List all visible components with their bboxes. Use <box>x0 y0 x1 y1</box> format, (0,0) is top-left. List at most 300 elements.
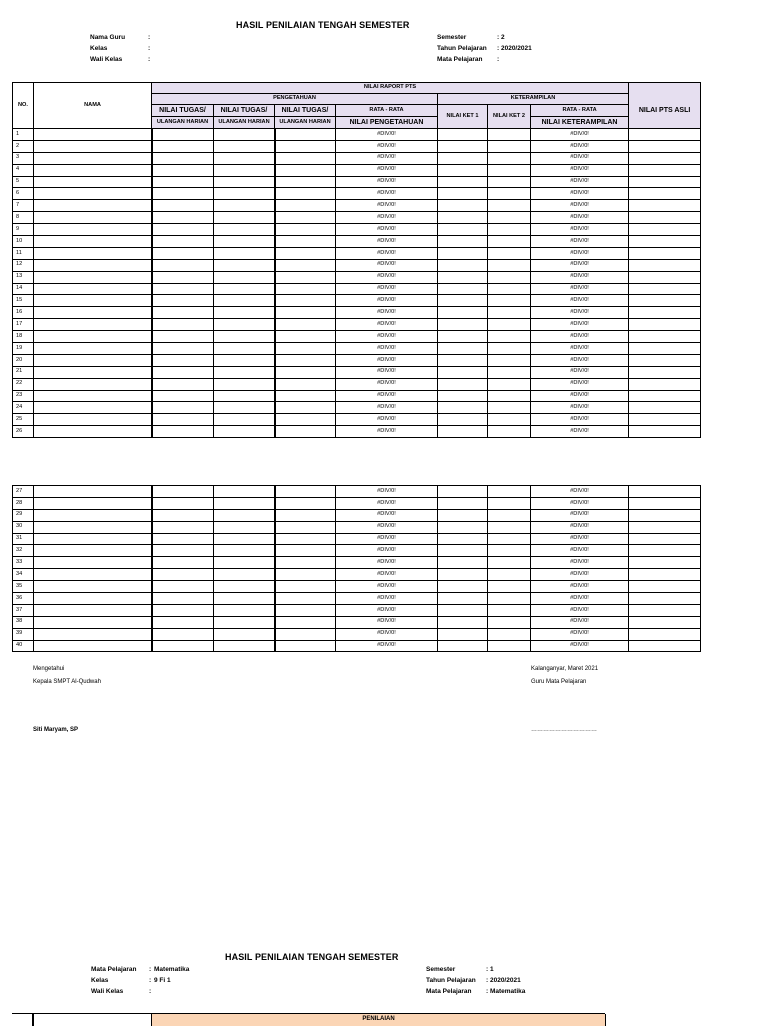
grade-cell <box>629 402 701 414</box>
row-number: 12 <box>13 259 34 271</box>
rata-keterampilan-cell: #DIV/0! <box>531 200 629 212</box>
grade-cell <box>438 259 488 271</box>
info-row <box>90 34 290 45</box>
grade-cell <box>629 176 701 188</box>
grade-cell <box>214 569 275 581</box>
row-number: 33 <box>13 557 34 569</box>
nilai-pengetahuan-header: NILAI PENGETAHUAN <box>336 117 438 129</box>
rata-keterampilan-cell: #DIV/0! <box>531 533 629 545</box>
grade-cell <box>275 414 336 426</box>
table-row <box>13 236 701 248</box>
grade-cell <box>214 152 275 164</box>
grade-cell <box>214 331 275 343</box>
page2-left-info <box>91 966 291 999</box>
grade-cell <box>488 414 531 426</box>
grade-cell <box>214 247 275 259</box>
row-number: 2 <box>13 140 34 152</box>
info-row <box>426 966 626 977</box>
grade-cell <box>152 509 214 521</box>
rata-pengetahuan-cell: #DIV/0! <box>336 486 438 498</box>
table-row <box>13 378 701 390</box>
rata-keterampilan-cell: #DIV/0! <box>531 545 629 557</box>
grade-cell <box>214 164 275 176</box>
grade-cell <box>214 509 275 521</box>
grade-cell <box>438 640 488 652</box>
nama-cell <box>34 295 152 307</box>
row-number: 34 <box>13 569 34 581</box>
rata-keterampilan-cell: #DIV/0! <box>531 354 629 366</box>
nama-cell <box>34 533 152 545</box>
grade-cell <box>152 545 214 557</box>
row-number: 8 <box>13 212 34 224</box>
rata-keterampilan-cell: #DIV/0! <box>531 307 629 319</box>
rata-pengetahuan-cell: #DIV/0! <box>336 604 438 616</box>
grade-cell <box>152 164 214 176</box>
pengetahuan-header: PENGETAHUAN <box>152 94 438 105</box>
row-number: 25 <box>13 414 34 426</box>
grade-cell <box>214 319 275 331</box>
grade-cell <box>275 569 336 581</box>
table-row <box>13 402 701 414</box>
grade-cell <box>488 640 531 652</box>
grade-cell <box>275 581 336 593</box>
info-label: Tahun Pelajaran <box>426 977 476 984</box>
rata-keterampilan-cell: #DIV/0! <box>531 557 629 569</box>
grade-cell <box>438 426 488 438</box>
grade-cell <box>629 307 701 319</box>
info-separator: : 1 <box>486 966 494 973</box>
grade-cell <box>488 402 531 414</box>
grade-cell <box>438 521 488 533</box>
grade-cell <box>438 129 488 141</box>
grade-cell <box>488 224 531 236</box>
grade-cell <box>438 581 488 593</box>
grade-cell <box>275 521 336 533</box>
rata-pengetahuan-cell: #DIV/0! <box>336 390 438 402</box>
grade-cell <box>488 331 531 343</box>
grade-cell <box>488 593 531 605</box>
rata-keterampilan-cell: #DIV/0! <box>531 259 629 271</box>
grade-cell <box>152 319 214 331</box>
grade-cell <box>438 366 488 378</box>
grade-cell <box>214 129 275 141</box>
grade-cell <box>275 164 336 176</box>
nama-cell <box>34 331 152 343</box>
nama-cell <box>34 593 152 605</box>
grade-cell <box>438 283 488 295</box>
grade-cell <box>488 271 531 283</box>
rata-keterampilan-cell: #DIV/0! <box>531 604 629 616</box>
grade-cell <box>152 628 214 640</box>
rata-pengetahuan-cell: #DIV/0! <box>336 295 438 307</box>
table-row <box>13 343 701 355</box>
row-number: 26 <box>13 426 34 438</box>
grade-cell <box>275 509 336 521</box>
table-row <box>13 545 701 557</box>
nama-cell <box>34 140 152 152</box>
grade-cell <box>438 390 488 402</box>
rata-keterampilan-cell: #DIV/0! <box>531 497 629 509</box>
rata-keterampilan-cell: #DIV/0! <box>531 593 629 605</box>
grade-cell <box>214 426 275 438</box>
grade-cell <box>629 366 701 378</box>
grade-cell <box>275 188 336 200</box>
grade-cell <box>629 486 701 498</box>
grade-cell <box>275 486 336 498</box>
rata-pengetahuan-cell: #DIV/0! <box>336 378 438 390</box>
grade-cell <box>488 604 531 616</box>
grade-cell <box>629 164 701 176</box>
grade-cell <box>629 354 701 366</box>
info-label: Mata Pelajaran <box>426 988 472 995</box>
rata-keterampilan-cell: #DIV/0! <box>531 129 629 141</box>
grade-cell <box>629 616 701 628</box>
grade-cell <box>488 486 531 498</box>
grade-cell <box>438 354 488 366</box>
rata-pengetahuan-cell: #DIV/0! <box>336 557 438 569</box>
info-separator: : <box>497 56 500 63</box>
grade-cell <box>488 319 531 331</box>
grade-cell <box>152 224 214 236</box>
grade-cell <box>214 354 275 366</box>
grade-cell <box>438 569 488 581</box>
row-number: 1 <box>13 129 34 141</box>
info-separator: : <box>148 56 151 63</box>
rata-rata-pengetahuan-header: RATA - RATA <box>336 105 438 117</box>
grade-cell <box>488 188 531 200</box>
grade-cell <box>214 521 275 533</box>
grade-cell <box>275 640 336 652</box>
penilaian-header: PENILAIAN <box>151 1014 606 1026</box>
nama-cell <box>34 414 152 426</box>
grade-cell <box>488 176 531 188</box>
grade-cell <box>152 271 214 283</box>
rata-keterampilan-cell: #DIV/0! <box>531 378 629 390</box>
grade-cell <box>488 581 531 593</box>
rata-pengetahuan-cell: #DIV/0! <box>336 628 438 640</box>
info-value: 9 Fi 1 <box>154 977 171 984</box>
grade-cell <box>488 307 531 319</box>
grade-cell <box>629 521 701 533</box>
grade-cell <box>629 343 701 355</box>
row-number: 37 <box>13 604 34 616</box>
grade-cell <box>438 224 488 236</box>
grade-cell <box>152 581 214 593</box>
grade-cell <box>438 319 488 331</box>
nilai-raport-header: NILAI RAPORT PTS <box>152 83 629 94</box>
row-number: 32 <box>13 545 34 557</box>
grade-cell <box>152 259 214 271</box>
table-row <box>13 188 701 200</box>
nama-cell <box>34 497 152 509</box>
grade-cell <box>152 497 214 509</box>
rata-keterampilan-cell: #DIV/0! <box>531 640 629 652</box>
grade-cell <box>488 390 531 402</box>
grade-cell <box>275 140 336 152</box>
row-number: 21 <box>13 366 34 378</box>
rata-pengetahuan-cell: #DIV/0! <box>336 640 438 652</box>
info-label: Wali Kelas <box>91 988 124 995</box>
grade-cell <box>275 307 336 319</box>
grade-cell <box>629 283 701 295</box>
grade-cell <box>214 640 275 652</box>
rata-keterampilan-cell: #DIV/0! <box>531 271 629 283</box>
nama-cell <box>34 176 152 188</box>
keterampilan-header: KETERAMPILAN <box>438 94 629 105</box>
info-row <box>90 56 290 67</box>
grade-cell <box>214 545 275 557</box>
rata-pengetahuan-cell: #DIV/0! <box>336 402 438 414</box>
grade-cell <box>438 307 488 319</box>
grade-cell <box>214 224 275 236</box>
grade-cell <box>214 295 275 307</box>
rata-pengetahuan-cell: #DIV/0! <box>336 188 438 200</box>
rata-pengetahuan-cell: #DIV/0! <box>336 509 438 521</box>
rata-pengetahuan-cell: #DIV/0! <box>336 343 438 355</box>
nama-cell <box>34 557 152 569</box>
row-number: 22 <box>13 378 34 390</box>
grade-cell <box>438 545 488 557</box>
grade-cell <box>488 628 531 640</box>
rata-pengetahuan-cell: #DIV/0! <box>336 259 438 271</box>
grade-cell <box>629 331 701 343</box>
grade-cell <box>275 628 336 640</box>
grade-cell <box>629 259 701 271</box>
grade-cell <box>152 569 214 581</box>
guru-signature-line: …………………………… <box>531 727 597 733</box>
table-row <box>13 390 701 402</box>
nama-cell <box>34 224 152 236</box>
grade-cell <box>275 224 336 236</box>
info-row <box>426 977 626 988</box>
info-label: Kelas <box>90 45 108 52</box>
grade-cell <box>152 247 214 259</box>
row-number: 7 <box>13 200 34 212</box>
row-number: 9 <box>13 224 34 236</box>
grade-cell <box>214 486 275 498</box>
table-row <box>13 129 701 141</box>
nama-cell <box>34 569 152 581</box>
table-row <box>13 604 701 616</box>
rata-pengetahuan-cell: #DIV/0! <box>336 593 438 605</box>
nama-cell <box>34 307 152 319</box>
rata-keterampilan-cell: #DIV/0! <box>531 521 629 533</box>
grade-cell <box>214 283 275 295</box>
rata-keterampilan-cell: #DIV/0! <box>531 236 629 248</box>
info-separator: : 2 <box>497 34 505 41</box>
grade-cell <box>214 581 275 593</box>
page2-title: HASIL PENILAIAN TENGAH SEMESTER <box>225 952 399 962</box>
rata-pengetahuan-cell: #DIV/0! <box>336 616 438 628</box>
table-row <box>13 640 701 652</box>
table-row <box>13 616 701 628</box>
info-value: Matematika <box>154 966 190 973</box>
rata-pengetahuan-cell: #DIV/0! <box>336 581 438 593</box>
row-number: 24 <box>13 402 34 414</box>
grade-cell <box>152 152 214 164</box>
grade-cell <box>275 426 336 438</box>
row-number: 18 <box>13 331 34 343</box>
grade-cell <box>214 533 275 545</box>
grade-cell <box>488 521 531 533</box>
grade-cell <box>488 247 531 259</box>
row-number: 19 <box>13 343 34 355</box>
grade-cell <box>152 366 214 378</box>
table-row <box>13 581 701 593</box>
nama-cell <box>34 188 152 200</box>
row-number: 29 <box>13 509 34 521</box>
rata-keterampilan-cell: #DIV/0! <box>531 486 629 498</box>
col-no-header: NO. <box>13 83 34 129</box>
grade-cell <box>488 354 531 366</box>
grade-cell <box>488 545 531 557</box>
row-number: 5 <box>13 176 34 188</box>
rata-pengetahuan-cell: #DIV/0! <box>336 212 438 224</box>
table-row <box>13 533 701 545</box>
table-row <box>13 307 701 319</box>
page2-table-top <box>12 1013 605 1026</box>
grade-cell <box>275 319 336 331</box>
info-row <box>437 45 637 56</box>
kepala-sekolah-name: Siti Maryam, SP <box>33 727 79 733</box>
nama-cell <box>34 212 152 224</box>
table-row <box>13 557 701 569</box>
grade-cell <box>629 497 701 509</box>
rata-keterampilan-cell: #DIV/0! <box>531 581 629 593</box>
nama-cell <box>34 247 152 259</box>
grade-cell <box>152 200 214 212</box>
row-number: 20 <box>13 354 34 366</box>
info-label: Semester <box>426 966 456 973</box>
grade-cell <box>214 402 275 414</box>
rata-pengetahuan-cell: #DIV/0! <box>336 236 438 248</box>
grade-cell <box>629 640 701 652</box>
info-label: Mata Pelajaran <box>437 56 483 63</box>
grade-cell <box>275 557 336 569</box>
rata-pengetahuan-cell: #DIV/0! <box>336 414 438 426</box>
rata-keterampilan-cell: #DIV/0! <box>531 402 629 414</box>
nama-cell <box>34 402 152 414</box>
grade-cell <box>152 140 214 152</box>
nilai-keterampilan-header: NILAI KETERAMPILAN <box>531 117 629 129</box>
grade-cell <box>438 295 488 307</box>
table-row <box>13 200 701 212</box>
grade-cell <box>214 212 275 224</box>
grade-cell <box>438 593 488 605</box>
nama-cell <box>34 509 152 521</box>
kepala-sekolah-label: Kepala SMPT Al-Qudwah <box>33 679 101 685</box>
rata-keterampilan-cell: #DIV/0! <box>531 414 629 426</box>
right-info <box>437 34 637 67</box>
grade-cell <box>275 152 336 164</box>
grade-cell <box>214 628 275 640</box>
table-row <box>13 331 701 343</box>
grade-cell <box>438 557 488 569</box>
grade-cell <box>152 616 214 628</box>
rata-keterampilan-cell: #DIV/0! <box>531 283 629 295</box>
grade-cell <box>629 581 701 593</box>
rata-pengetahuan-cell: #DIV/0! <box>336 545 438 557</box>
nama-cell <box>34 426 152 438</box>
page-title: HASIL PENILAIAN TENGAH SEMESTER <box>236 20 410 30</box>
grade-cell <box>629 236 701 248</box>
table-row <box>13 247 701 259</box>
grade-cell <box>275 604 336 616</box>
grade-cell <box>438 402 488 414</box>
table-row <box>13 295 701 307</box>
grade-cell <box>275 283 336 295</box>
rata-keterampilan-cell: #DIV/0! <box>531 176 629 188</box>
grade-cell <box>438 616 488 628</box>
table-row <box>13 497 701 509</box>
row-number: 36 <box>13 593 34 605</box>
ulangan-harian-1-header: ULANGAN HARIAN <box>152 117 214 129</box>
rata-pengetahuan-cell: #DIV/0! <box>336 497 438 509</box>
grade-cell <box>152 390 214 402</box>
grade-cell <box>214 593 275 605</box>
row-number: 17 <box>13 319 34 331</box>
rata-pengetahuan-cell: #DIV/0! <box>336 319 438 331</box>
guru-mapel-label: Guru Mata Pelajaran <box>531 679 587 685</box>
grade-cell <box>152 426 214 438</box>
grade-cell <box>629 509 701 521</box>
left-info <box>90 34 290 67</box>
grade-cell <box>152 414 214 426</box>
grade-cell <box>152 212 214 224</box>
grade-cell <box>152 486 214 498</box>
grade-cell <box>488 283 531 295</box>
grade-cell <box>275 343 336 355</box>
grade-cell <box>152 402 214 414</box>
table-row <box>13 319 701 331</box>
grade-cell <box>438 236 488 248</box>
rata-keterampilan-cell: #DIV/0! <box>531 188 629 200</box>
info-separator: : Matematika <box>486 988 526 995</box>
grade-cell <box>214 140 275 152</box>
grade-cell <box>488 509 531 521</box>
rata-keterampilan-cell: #DIV/0! <box>531 224 629 236</box>
grade-cell <box>275 497 336 509</box>
row-number: 38 <box>13 616 34 628</box>
rata-keterampilan-cell: #DIV/0! <box>531 390 629 402</box>
grade-cell <box>488 152 531 164</box>
grade-cell <box>152 295 214 307</box>
rata-pengetahuan-cell: #DIV/0! <box>336 354 438 366</box>
grade-cell <box>275 390 336 402</box>
grade-cell <box>438 212 488 224</box>
info-label: Semester <box>437 34 467 41</box>
info-label: Wali Kelas <box>90 56 123 63</box>
nama-cell <box>34 129 152 141</box>
grade-cell <box>275 616 336 628</box>
rata-keterampilan-cell: #DIV/0! <box>531 366 629 378</box>
info-row <box>91 988 291 999</box>
table-row <box>13 271 701 283</box>
rata-keterampilan-cell: #DIV/0! <box>531 140 629 152</box>
table-row <box>13 426 701 438</box>
grade-cell <box>152 378 214 390</box>
grade-cell <box>488 129 531 141</box>
rata-pengetahuan-cell: #DIV/0! <box>336 224 438 236</box>
nama-cell <box>34 521 152 533</box>
rata-pengetahuan-cell: #DIV/0! <box>336 283 438 295</box>
col-nama-header: NAMA <box>34 83 152 129</box>
nama-cell <box>34 271 152 283</box>
grade-cell <box>438 176 488 188</box>
grade-cell <box>488 378 531 390</box>
info-row <box>91 966 291 977</box>
nama-cell <box>34 640 152 652</box>
